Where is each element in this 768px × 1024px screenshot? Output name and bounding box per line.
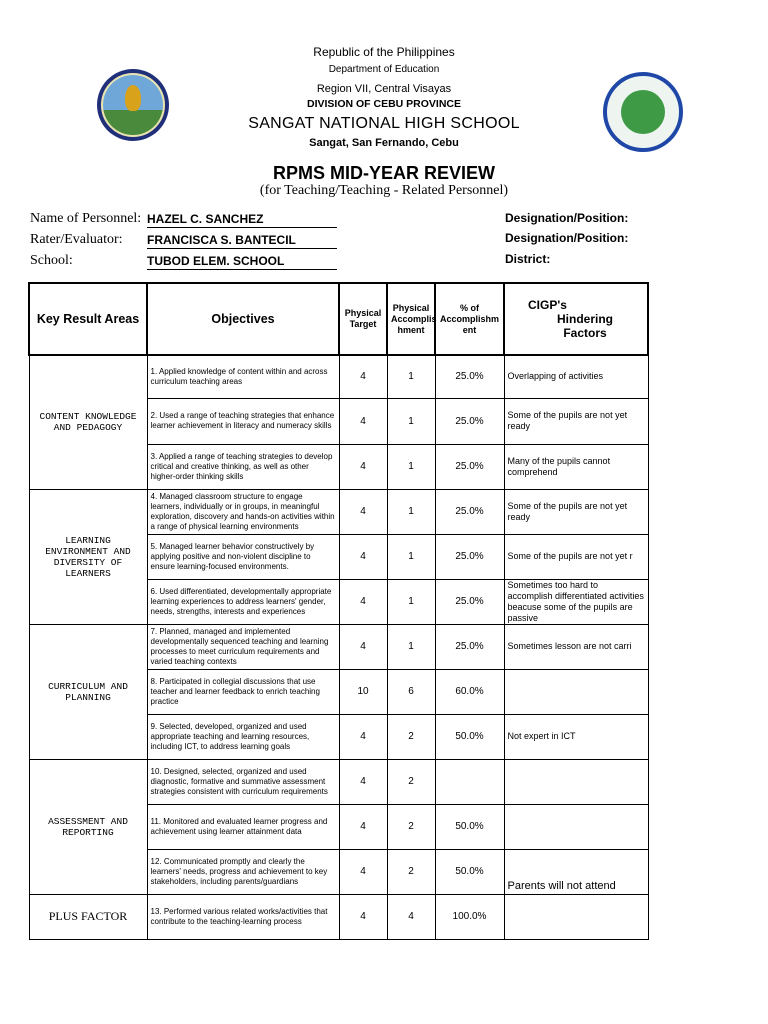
table-row [29,355,648,398]
objective-cell: 2. Used a range of teaching strategies that enhance learner achievement in literacy and numeracy skills [147,398,339,444]
hindering-factor-cell: Sometimes too hard to accomplish differentiated activities beacuse some of the pupils are passive [504,579,648,624]
accomplished-cell: 1 [387,534,435,579]
school-label: School: [30,253,73,268]
document-subtitle: (for Teaching/Teaching - Related Personnel) [259,183,509,198]
hindering-factor-cell: Sometimes lesson are not carri [504,624,648,669]
header-physical-target: Physical Target [339,283,387,355]
area-learning-environment: LEARNING ENVIRONMENT AND DIVERSITY OF LEARNERS [29,489,147,624]
accomplished-cell: 1 [387,579,435,624]
accomplished-cell: 1 [387,355,435,398]
accomplished-cell: 2 [387,714,435,759]
target-cell: 4 [339,355,387,398]
header-objectives: Objectives [147,283,339,355]
target-cell: 4 [339,714,387,759]
percent-cell: 25.0% [435,579,504,624]
school-name: SANGAT NATIONAL HIGH SCHOOL [248,115,520,132]
hindering-factor-cell: Some of the pupils are not yet ready [504,489,648,534]
hindering-factor-cell [504,894,648,939]
personnel-label: Name of Personnel: [30,211,142,226]
percent-cell: 60.0% [435,669,504,714]
accomplished-cell: 1 [387,444,435,489]
target-cell: 4 [339,759,387,804]
percent-cell: 100.0% [435,894,504,939]
objective-cell: 9. Selected, developed, organized and used appropriate teaching and learning resources, including ICT, to address learning goals [147,714,339,759]
header-cigp-hindering-factors [504,283,648,355]
table-row [29,489,648,534]
percent-cell: 25.0% [435,355,504,398]
percent-cell: 25.0% [435,398,504,444]
objective-cell: 1. Applied knowledge of content within and across curriculum teaching areas [147,355,339,398]
percent-cell: 50.0% [435,849,504,894]
objective-cell: 3. Applied a range of teaching strategies to develop critical and creative thinking, as well as other higher-order thinking skills [147,444,339,489]
accomplished-cell: 2 [387,759,435,804]
table-row [29,624,648,669]
target-cell: 4 [339,849,387,894]
target-cell: 10 [339,669,387,714]
department-line: Department of Education [328,64,440,75]
objective-cell: 7. Planned, managed and implemented developmentally sequenced teaching and learning processes to meet curriculum requirements and varied teaching contexts [147,624,339,669]
header-physical-accomplishment: Physical Accomplis hment [387,283,435,355]
area-curriculum-planning: CURRICULUM AND PLANNING [29,624,147,759]
hindering-factor-cell: Not expert in ICT [504,714,648,759]
area-plus-factor: PLUS FACTOR [29,894,147,939]
header-key-result-areas: Key Result Areas [29,283,147,355]
target-cell: 4 [339,398,387,444]
percent-cell [435,759,504,804]
target-cell: 4 [339,444,387,489]
percent-cell: 25.0% [435,624,504,669]
percent-cell: 50.0% [435,714,504,759]
designation-label-1: Designation/Position: [505,211,629,225]
hindering-factor-cell: Many of the pupils cannot comprehend [504,444,648,489]
percent-cell: 50.0% [435,804,504,849]
target-cell: 4 [339,894,387,939]
percent-cell: 25.0% [435,489,504,534]
objective-cell: 5. Managed learner behavior constructively by applying positive and non-violent discipline to ensure learning-focused environments. [147,534,339,579]
accomplished-cell: 2 [387,804,435,849]
region-line: Region VII, Central Visayas [316,83,452,95]
division-line: DIVISION OF CEBU PROVINCE [306,98,462,110]
target-cell: 4 [339,534,387,579]
document-title: RPMS MID-YEAR REVIEW [272,163,495,183]
school-value: TUBOD ELEM. SCHOOL [147,254,337,270]
accomplished-cell: 2 [387,849,435,894]
header-percent-accomplishment: % of Accomplishm ent [435,283,504,355]
objective-cell: 8. Participated in collegial discussions that use teacher and learner feedback to enrich teaching practice [147,669,339,714]
accomplished-cell: 1 [387,398,435,444]
designation-label-2: Designation/Position: [505,231,629,245]
objective-cell: 10. Designed, selected, organized and used diagnostic, formative and summative assessment strategies consistent with curriculum requirements [147,759,339,804]
objective-cell: 6. Used differentiated, developmentally appropriate learning experiences to address learners' gender, needs, strengths, interests and experiences [147,579,339,624]
rpms-table [28,282,649,940]
percent-cell: 25.0% [435,534,504,579]
school-address: Sangat, San Fernando, Cebu [309,137,459,149]
table-row [29,894,648,939]
rater-label: Rater/Evaluator: [30,232,123,247]
header-factors: Factors [563,326,607,340]
accomplished-cell: 1 [387,489,435,534]
hindering-factor-cell [504,669,648,714]
area-content-knowledge: CONTENT KNOWLEDGE AND PEDAGOGY [29,355,147,489]
accomplished-cell: 6 [387,669,435,714]
objective-cell: 13. Performed various related works/activities that contribute to the teaching-learning process [147,894,339,939]
accomplished-cell: 1 [387,624,435,669]
district-label: District: [505,252,551,266]
hindering-factor-cell: Some of the pupils are not yet r [504,534,648,579]
hindering-factor-cell [504,804,648,849]
objective-cell: 11. Monitored and evaluated learner progress and achievement using learner attainment data [147,804,339,849]
target-cell: 4 [339,804,387,849]
rater-value: FRANCISCA S. BANTECIL [147,233,337,249]
accomplished-cell: 4 [387,894,435,939]
personnel-value: HAZEL C. SANCHEZ [147,212,337,228]
objective-cell: 12. Communicated promptly and clearly the learners' needs, progress and achievement to key stakeholders, including parents/guardians [147,849,339,894]
area-assessment-reporting: ASSESSMENT AND REPORTING [29,759,147,894]
target-cell: 4 [339,579,387,624]
table-header-row [29,283,648,355]
hindering-factor-cell [504,759,648,804]
hindering-factor-cell: Parents will not attend [504,849,648,894]
header-cigp: CIGP's [528,298,567,312]
table-row [29,759,648,804]
header-hindering: Hindering [557,312,613,326]
target-cell: 4 [339,624,387,669]
target-cell: 4 [339,489,387,534]
hindering-factor-cell: Some of the pupils are not yet ready [504,398,648,444]
hindering-factor-cell: Overlapping of activities [504,355,648,398]
percent-cell: 25.0% [435,444,504,489]
objective-cell: 4. Managed classroom structure to engage learners, individually or in groups, in meaningful exploration, discovery and hands-on activities within a range of physical learning environments [147,489,339,534]
republic-line: Republic of the Philippines [313,45,455,59]
